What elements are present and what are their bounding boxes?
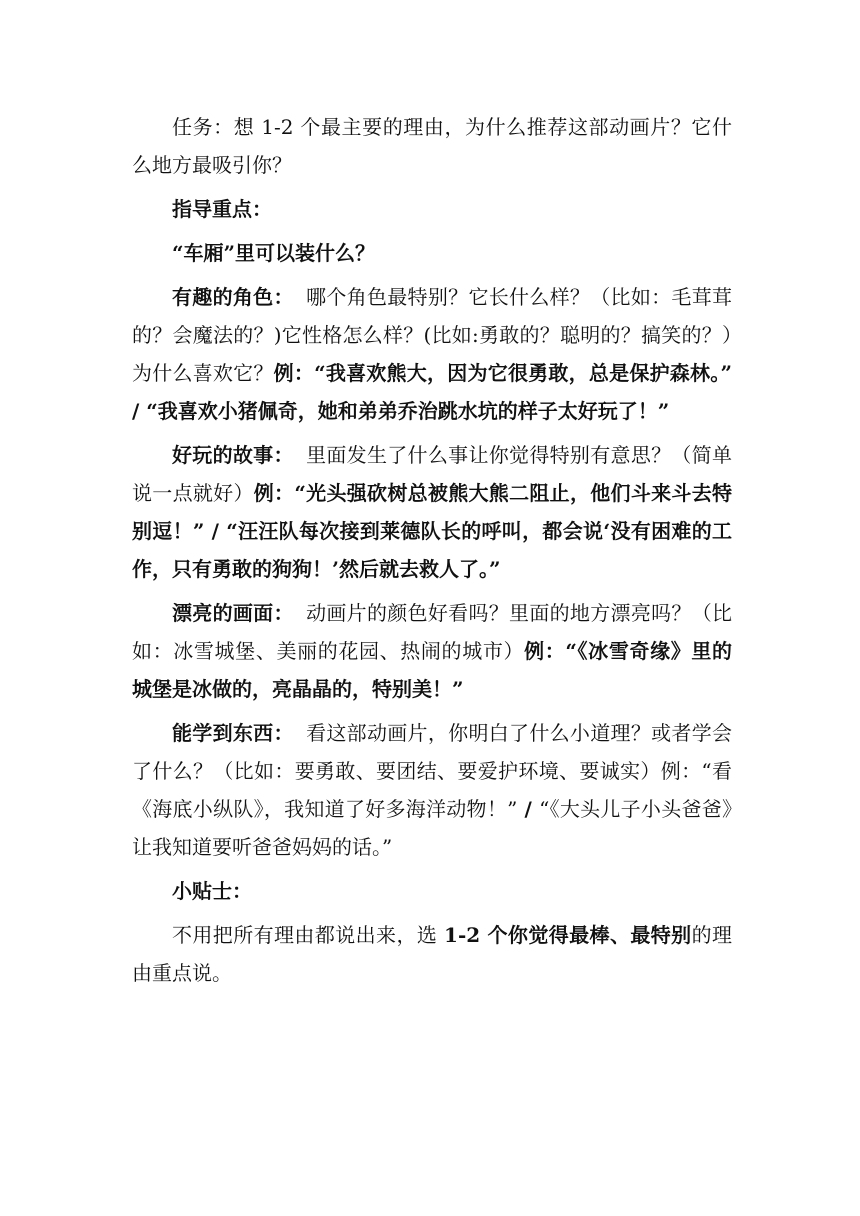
tips-suffix: 的理由重点说。: [132, 923, 732, 985]
task-paragraph: [132, 108, 732, 184]
section-label: 能学到东西：: [172, 721, 294, 745]
example-text: “《冰雪奇缘》里的城堡是冰做的，亮晶晶的，特别美！”: [132, 639, 733, 701]
example-text: “我喜欢熊大，因为它很勇敢，总是保护森林。” / “我喜欢小猪佩奇，她和弟弟乔治跳水坑的样子太好玩了！”: [132, 361, 733, 423]
tips-prefix: 不用把所有理由都说出来，选: [172, 923, 445, 947]
document-body: [132, 108, 732, 998]
task-text: 任务：想 1-2 个最主要的理由，为什么推荐这部动画片？它什么地方最吸引你？: [132, 115, 732, 177]
section-learning: [132, 714, 732, 866]
tips-paragraph: [132, 916, 732, 992]
example-prefix: 例：: [524, 639, 566, 663]
section-label: 有趣的角色：: [172, 285, 294, 309]
tips-heading: [132, 872, 732, 910]
section-body: 动画片的颜色好看吗？里面的地方漂亮吗？（比如：冰雪城堡、美丽的花园、热闹的城市）: [132, 601, 733, 663]
example-tail: “《大头儿子小头爸爸》让我知道要听爸爸妈妈的话。”: [132, 797, 732, 859]
compartment-question-text: “车厢”里可以装什么？: [172, 241, 376, 265]
example-text: “光头强砍树总被熊大熊二阻止，他们斗来斗去特别逗！” / “汪汪队每次接到莱德队长的呼叫，都会说‘没有困难的工作，只有勇敢的狗狗！’然后就去救人了。”: [132, 481, 733, 581]
section-story: [132, 436, 732, 588]
compartment-question: [132, 234, 732, 272]
example-prefix: 例：: [273, 361, 315, 385]
section-body: 看这部动画片，你明白了什么小道理？或者学会了什么？（比如：要勇敢、要团结、要爱护环境、要诚实）例：“看《海底小纵队》，我知道了好多海洋动物！”: [132, 721, 733, 821]
section-characters: [132, 278, 732, 430]
section-body: 里面发生了什么事让你觉得特别有意思？（简单说一点就好）: [132, 443, 733, 505]
section-body: 哪个角色最特别？它长什么样？（比如：毛茸茸的？会魔法的？)它性格怎么样？(比如:勇敢的？聪明的？搞笑的？）为什么喜欢它？: [132, 285, 733, 385]
guide-heading-text: 指导重点：: [172, 197, 272, 221]
guide-heading: [132, 190, 732, 228]
section-label: 漂亮的画面：: [172, 601, 294, 625]
example-separator: /: [517, 797, 540, 821]
section-label: 好玩的故事：: [172, 443, 294, 467]
tips-heading-text: 小贴士：: [172, 879, 252, 903]
section-visuals: [132, 594, 732, 708]
example-prefix: 例：: [253, 481, 295, 505]
tips-bold: 1-2 个你觉得最棒、最特别: [444, 923, 692, 947]
